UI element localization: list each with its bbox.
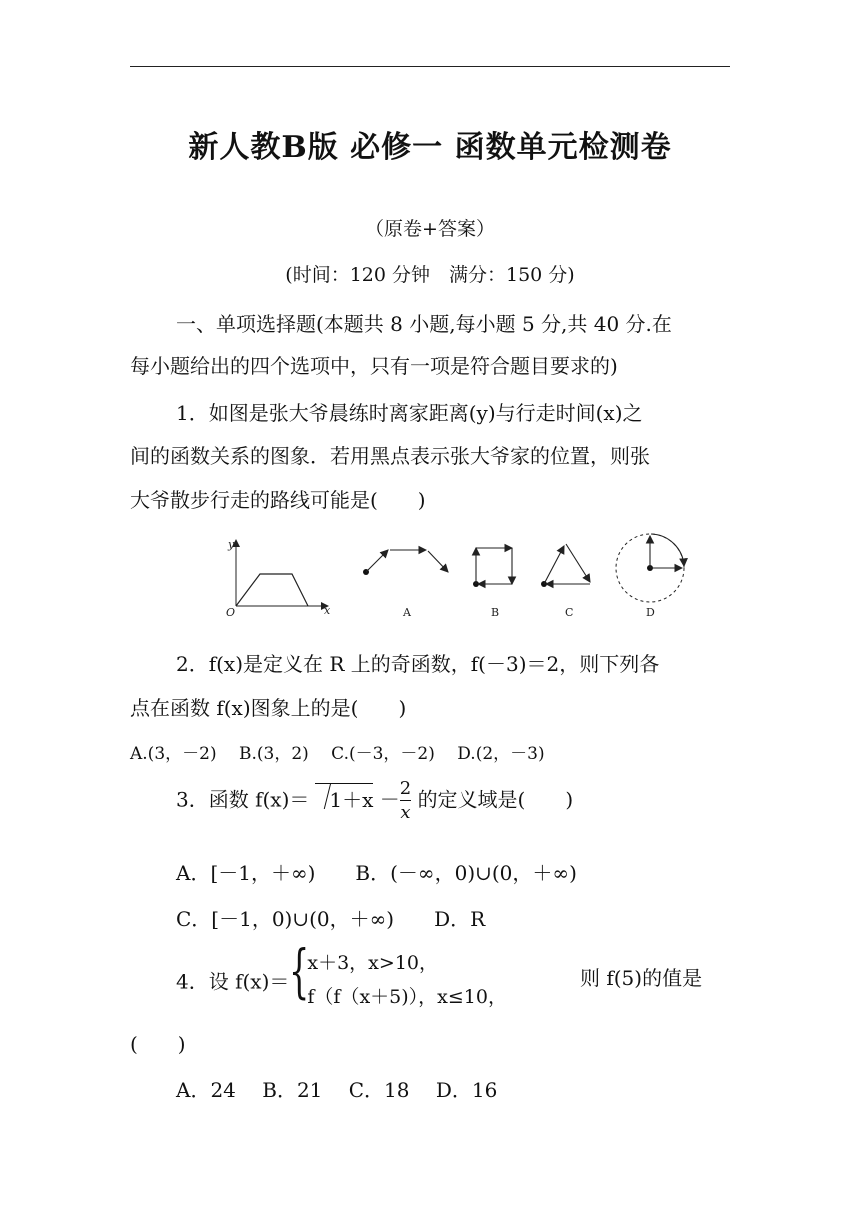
page-title: 新人教B版 必修一 函数单元检测卷	[188, 130, 672, 165]
q4-paren: ( )	[130, 1032, 186, 1056]
distance-time-graph	[226, 538, 331, 619]
q1-line1: 1．如图是张大爷晨练时离家距离(y)与行走时间(x)之	[176, 401, 643, 425]
option-a-label: A	[403, 606, 411, 619]
q1-line2: 间的函数关系的图象．若用黑点表示张大爷家的位置，则张	[130, 444, 650, 468]
graph-y-label: y	[228, 538, 235, 551]
q3-minus: －	[379, 787, 400, 812]
q2-options: A.(3，－2) B.(3，2) C.(－3，－2) D.(2，－3)	[130, 744, 545, 764]
option-c-label: C	[565, 606, 574, 619]
q4-piecewise	[289, 937, 507, 1014]
q3-stem	[176, 780, 573, 822]
graph-origin-label: O	[226, 606, 236, 619]
exam-info: (时间：120 分钟 满分：150 分)	[285, 264, 575, 286]
q4-options: A．24 B．21 C．18 D．16	[176, 1078, 498, 1102]
q4-brace: {	[289, 937, 310, 1005]
option-a-route	[363, 550, 448, 619]
q4-stem	[176, 937, 507, 1014]
q4-case1: x＋3，x>10，	[307, 952, 438, 974]
graph-x-label: x	[324, 604, 331, 617]
option-d-label: D	[646, 606, 655, 619]
section-intro-line1: 一、单项选择题(本题共 8 小题,每小题 5 分,共 40 分.在	[176, 312, 672, 336]
option-d-route	[616, 534, 684, 619]
q3-radicand: 1＋x	[329, 787, 374, 812]
q4-suffix: 则 f(5)的值是	[580, 966, 703, 990]
q3-prefix: 3．函数 f(x)＝	[176, 787, 310, 812]
section-intro-line2: 每小题给出的四个选项中，只有一项是符合题目要求的)	[130, 354, 618, 378]
q3-frac-num: 2	[399, 778, 412, 799]
header-rule	[130, 66, 730, 67]
option-b-label: B	[491, 606, 500, 619]
option-c-route	[541, 544, 590, 619]
q3-fraction	[400, 780, 411, 822]
q3-sqrt	[315, 783, 373, 813]
q4-case2: f（f（x＋5)），x≤10，	[307, 986, 507, 1008]
q1-figure	[220, 530, 700, 630]
q3-options-line2: C．[－1，0)∪(0，＋∞) D．R	[176, 907, 486, 931]
q3-frac-den: x	[400, 802, 411, 823]
page-subtitle: （原卷+答案）	[365, 218, 495, 240]
option-b-route	[473, 548, 512, 619]
q2-line2: 点在函数 f(x)图象上的是( )	[130, 696, 407, 720]
q1-line3: 大爷散步行走的路线可能是( )	[130, 488, 426, 512]
q3-suffix: 的定义域是( )	[417, 787, 574, 812]
q4-prefix: 4．设 f(x)＝	[176, 969, 290, 994]
q2-line1: 2．f(x)是定义在 R 上的奇函数，f(－3)＝2，则下列各	[176, 652, 660, 676]
q3-options-line1: A．[－1，＋∞) B．(－∞，0)∪(0，＋∞)	[176, 861, 577, 885]
